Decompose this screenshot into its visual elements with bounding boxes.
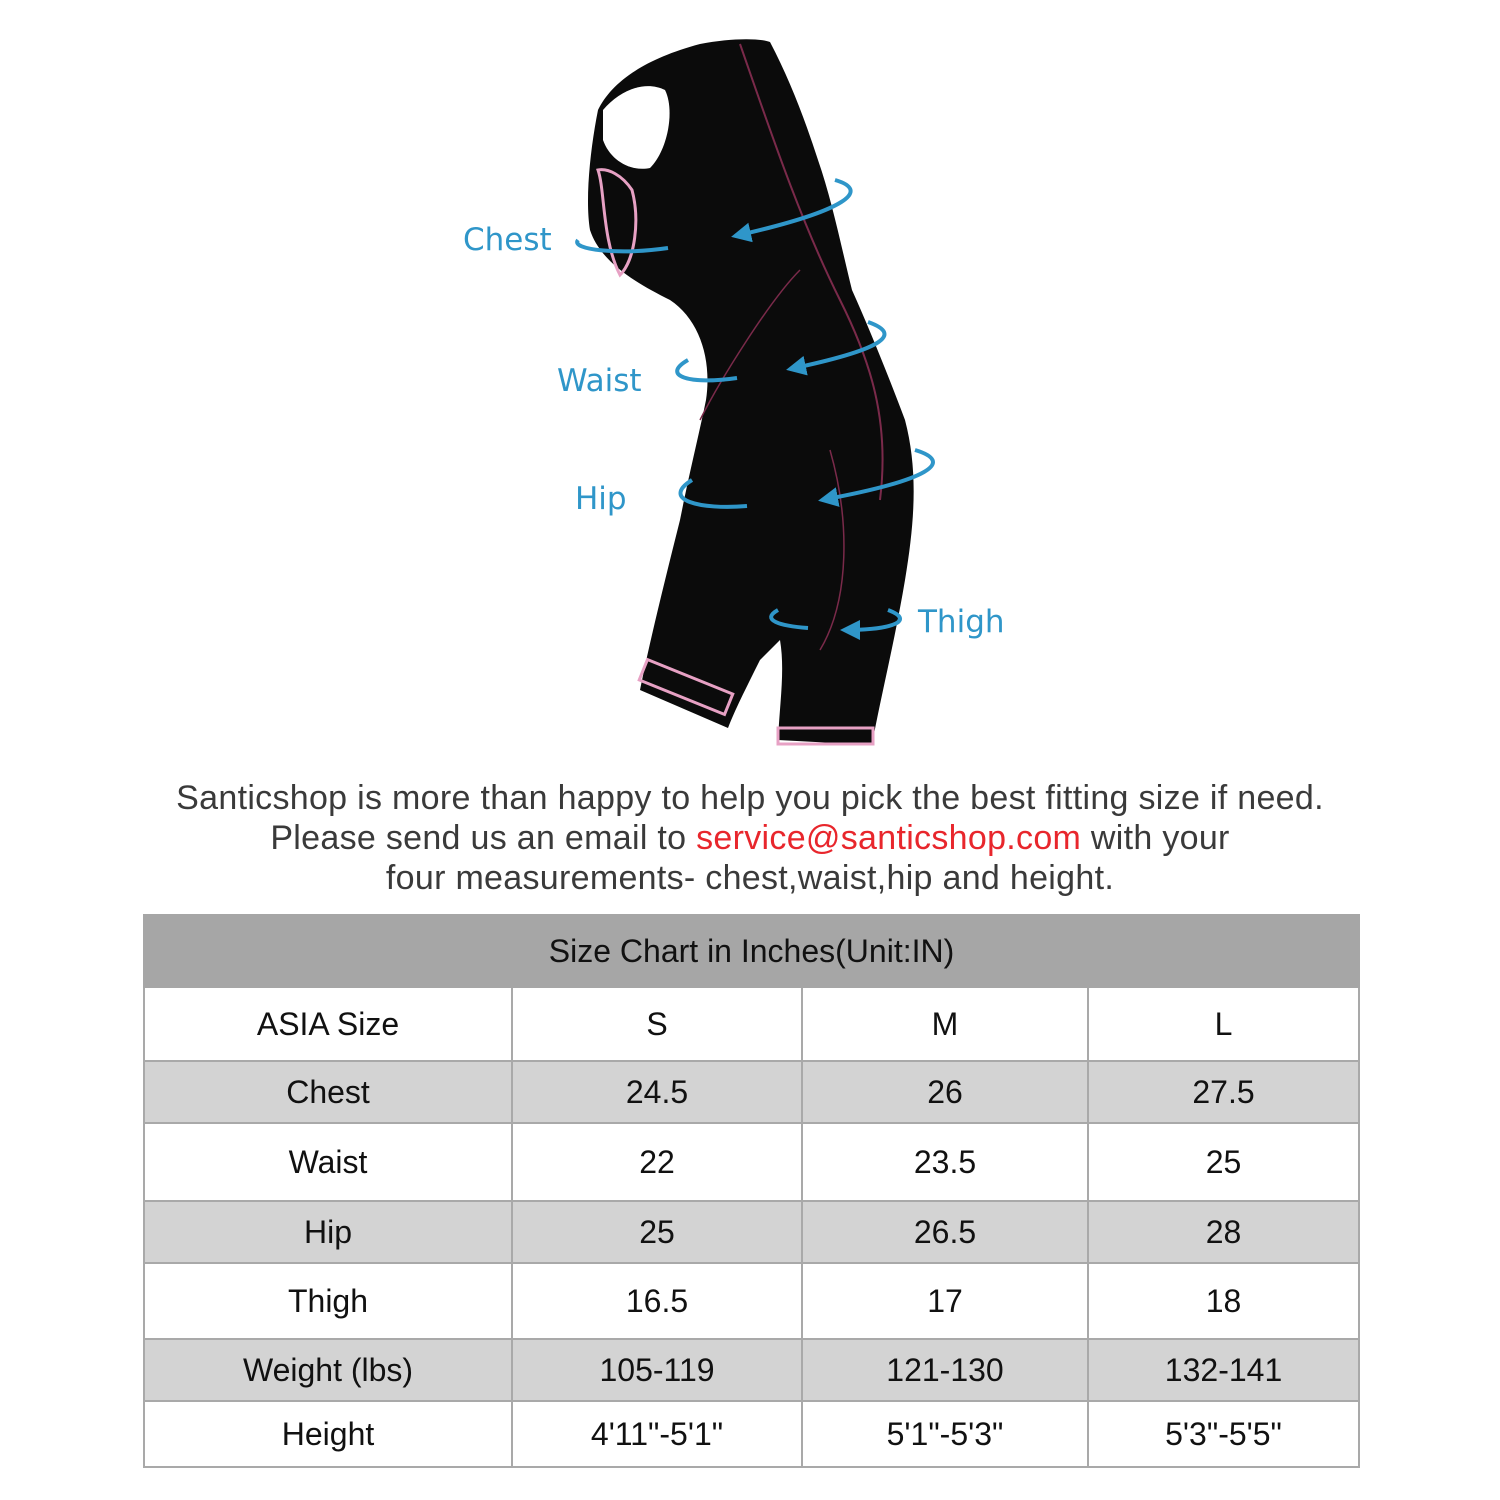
table-cell: 18 — [1088, 1263, 1359, 1339]
table-cell: 26 — [802, 1061, 1088, 1123]
thigh-label: Thigh — [918, 604, 1005, 640]
table-row — [144, 1201, 1359, 1263]
table-header-row — [144, 987, 1359, 1061]
waist-label: Waist — [557, 363, 642, 399]
table-row-label: Height — [144, 1401, 512, 1467]
size-chart-title: Size Chart in Inches(Unit:IN) — [144, 915, 1359, 987]
table-cell: 23.5 — [802, 1123, 1088, 1201]
intro-line-1: Santicshop is more than happy to help you pick the best fitting size if need. — [176, 779, 1324, 817]
table-row — [144, 1339, 1359, 1401]
table-row — [144, 1123, 1359, 1201]
intro-line-2-start: Please send us an email to — [270, 819, 697, 857]
table-cell: 27.5 — [1088, 1061, 1359, 1123]
table-header-cell: ASIA Size — [144, 987, 512, 1061]
table-row — [144, 1263, 1359, 1339]
table-cell: 24.5 — [512, 1061, 802, 1123]
intro-line-3: four measurements- chest,waist,hip and height. — [385, 859, 1115, 897]
table-row — [144, 1061, 1359, 1123]
intro-text — [0, 778, 1500, 898]
hip-label: Hip — [575, 481, 627, 517]
intro-line-2-end: with your — [1081, 819, 1230, 857]
table-cell: 28 — [1088, 1201, 1359, 1263]
email-link[interactable]: service@santicshop.com — [696, 819, 1082, 857]
table-row-label: Thigh — [144, 1263, 512, 1339]
table-cell: 26.5 — [802, 1201, 1088, 1263]
table-cell: 105-119 — [512, 1339, 802, 1401]
size-chart-table — [143, 914, 1360, 1468]
table-row-label: Weight (lbs) — [144, 1339, 512, 1401]
table-row-label: Hip — [144, 1201, 512, 1263]
table-cell: 4'11"-5'1" — [512, 1401, 802, 1467]
table-header-cell: S — [512, 987, 802, 1061]
table-row-label: Waist — [144, 1123, 512, 1201]
table-cell: 22 — [512, 1123, 802, 1201]
table-cell: 17 — [802, 1263, 1088, 1339]
chest-label: Chest — [463, 222, 552, 258]
table-row — [144, 1401, 1359, 1467]
table-header-cell: M — [802, 987, 1088, 1061]
intro-line-2 — [0, 818, 1500, 858]
table-row-label: Chest — [144, 1061, 512, 1123]
table-cell: 121-130 — [802, 1339, 1088, 1401]
table-cell: 25 — [512, 1201, 802, 1263]
table-cell: 132-141 — [1088, 1339, 1359, 1401]
table-cell: 5'1"-5'3" — [802, 1401, 1088, 1467]
table-cell: 25 — [1088, 1123, 1359, 1201]
table-header-cell: L — [1088, 987, 1359, 1061]
table-cell: 16.5 — [512, 1263, 802, 1339]
table-cell: 5'3"-5'5" — [1088, 1401, 1359, 1467]
